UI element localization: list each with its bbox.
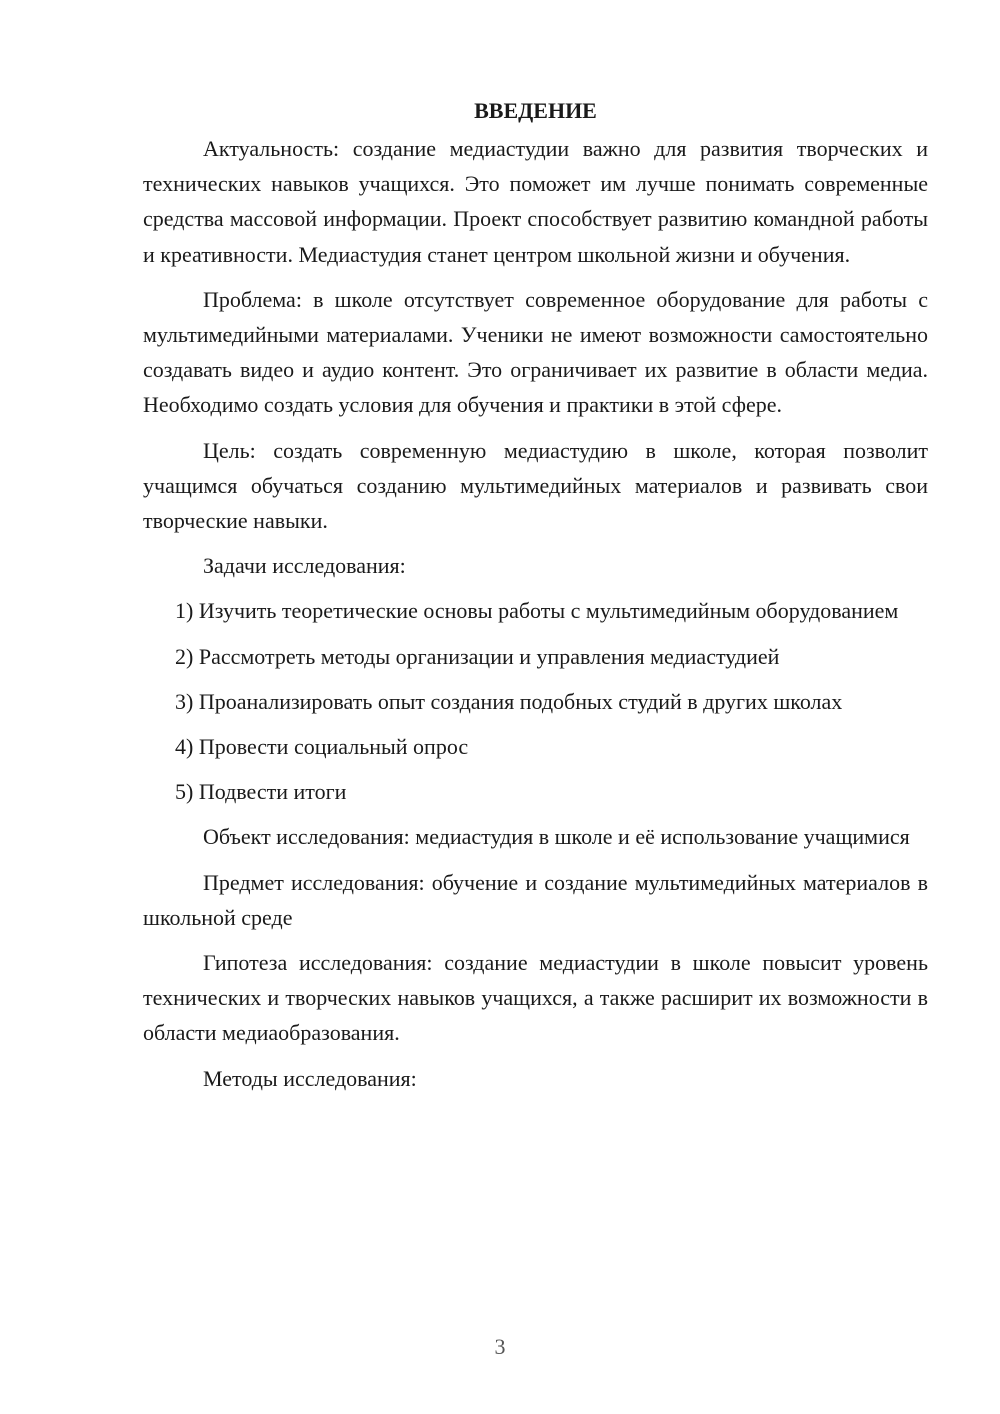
list-item-number: 2) — [175, 643, 194, 669]
list-item-number: 1) — [175, 598, 194, 624]
list-item-number: 4) — [175, 734, 194, 760]
list-item-text: Провести социальный опрос — [198, 734, 469, 760]
list-item-text: Рассмотреть методы организации и управления медиастудией — [198, 643, 780, 669]
page-title: ВВЕДЕНИЕ — [474, 98, 597, 123]
list-item — [143, 774, 928, 809]
relevance-paragraph: Актуальность: создание медиастудии важно для развития творческих и технических навыков учащихся. Это поможет им лучше понимать современные средства массовой информации. Проект способствует развитию командной работы и креативности. Медиастудия станет центром школьной жизни и обучения. — [143, 136, 928, 267]
list-item-number: 5) — [175, 779, 194, 805]
list-item-text: Проанализировать опыт создания подобных студий в других школах — [198, 688, 843, 714]
list-item — [143, 729, 928, 764]
list-item — [143, 684, 928, 719]
problem-paragraph: Проблема: в школе отсутствует современное оборудование для работы с мультимедийными материалами. Ученики не имеют возможности самостоятельно создавать видео и аудио контент. Это ограничивает их развитие в области медиа. Необходимо создать условия для обучения и практики в этой сфере. — [143, 286, 928, 418]
document-page — [143, 95, 928, 1096]
list-item-number: 3) — [175, 688, 194, 714]
object-paragraph: Объект исследования: медиастудия в школе и её использование учащимися — [203, 824, 910, 850]
methods-paragraph: Методы исследования: — [203, 1065, 417, 1091]
tasks-list — [143, 593, 928, 809]
goal-paragraph: Цель: создать современную медиастудию в школе, которая позволит учащимся обучаться созданию мультимедийных материалов и развивать свои творческие навыки. — [143, 437, 928, 534]
list-item-text: Изучить теоретические основы работы с мультимедийным оборудованием — [198, 598, 899, 624]
list-item — [143, 593, 928, 628]
hypothesis-paragraph: Гипотеза исследования: создание медиастудии в школе повысит уровень технических и творческих навыков учащихся, а также расширит их возможности в области медиаобразования. — [143, 950, 928, 1046]
list-item-text: Подвести итоги — [198, 779, 347, 805]
list-item — [143, 639, 928, 674]
page-number: 3 — [494, 1334, 506, 1359]
tasks-heading-paragraph: Задачи исследования: — [203, 553, 406, 579]
subject-paragraph: Предмет исследования: обучение и создание мультимедийных материалов в школьной среде — [143, 869, 928, 930]
